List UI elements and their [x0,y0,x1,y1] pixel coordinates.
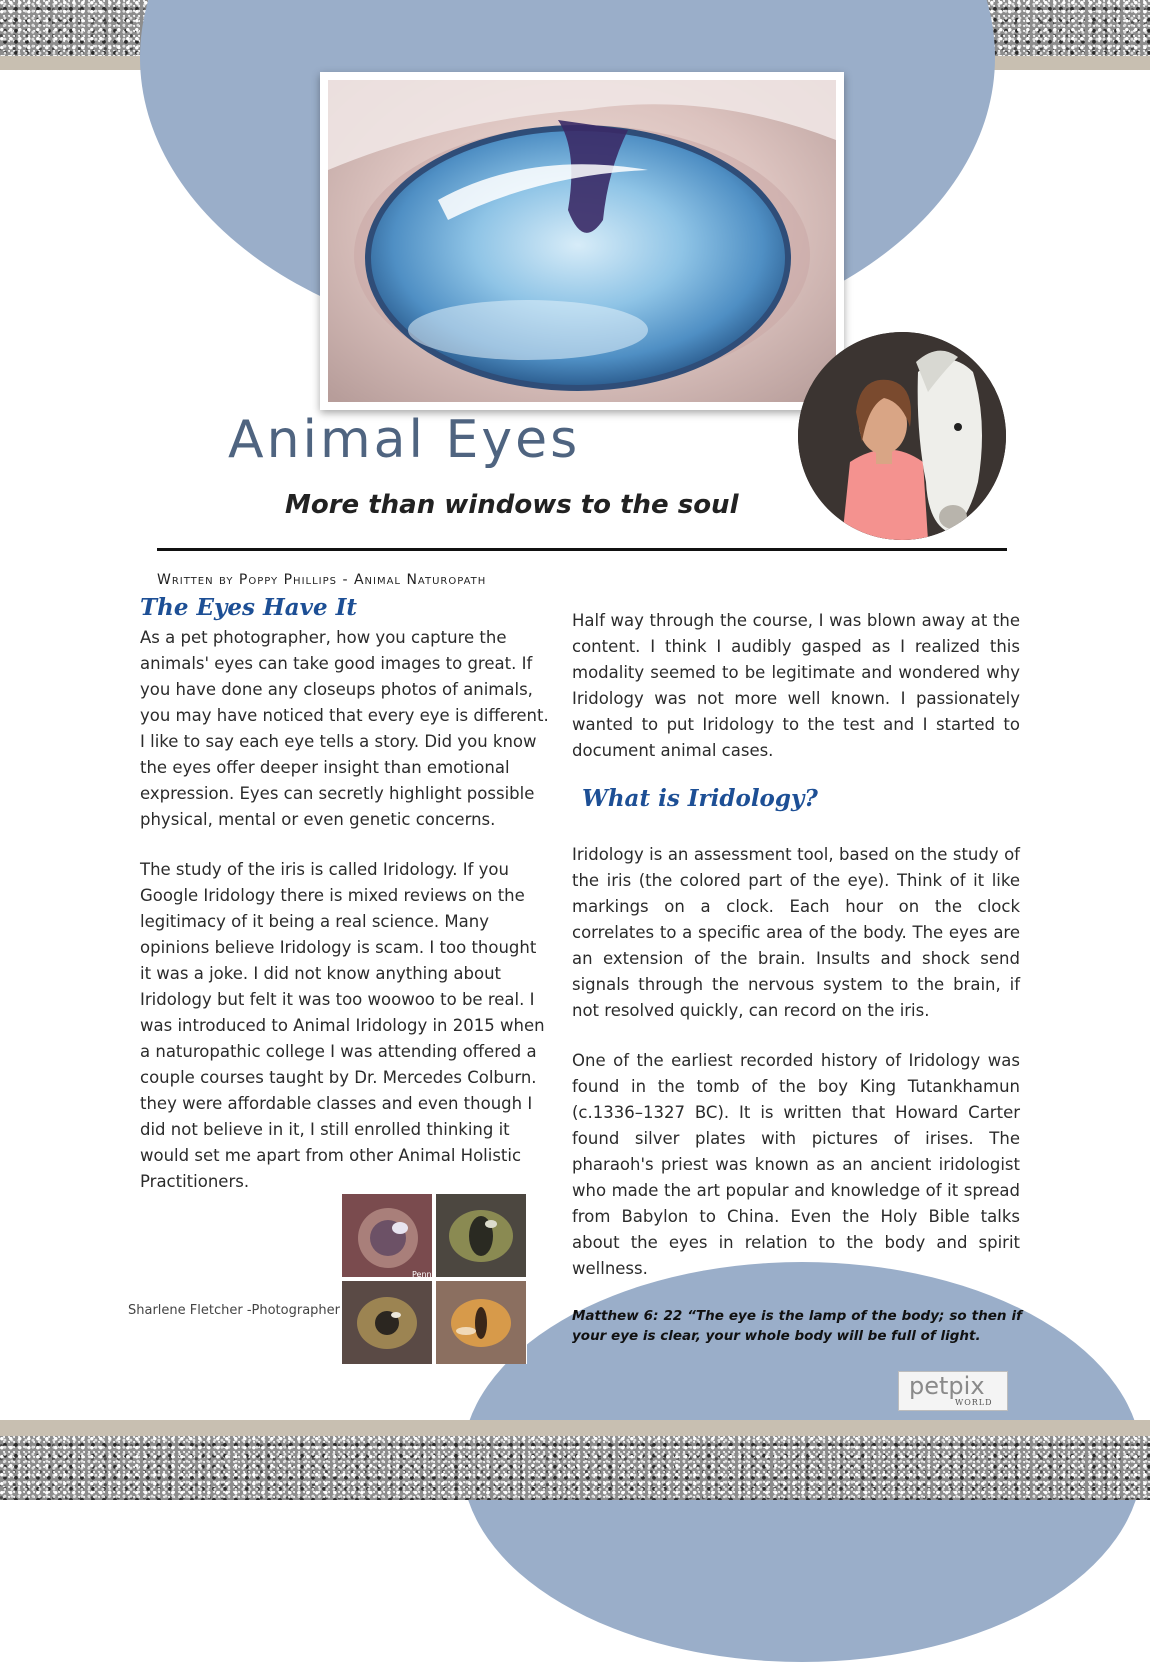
logo-wordmark: petpix [909,1372,985,1400]
title-divider [157,548,1007,551]
author-portrait [798,332,1006,540]
collage-eye-photo [436,1281,526,1364]
body-paragraph: Iridology is an assessment tool, based on the study of the iris (the colored part of the eye). Think of it like markings on a clock. Each hour on the clock correlates to a specific area of the body. The eyes are an extension of the brain. Insults and shock send signals through the nervous system to the brain, if not resolved quickly, can record on the iris. [572,845,1020,1020]
collage-eye-photo [342,1194,432,1277]
logo-subtext: WORLD [955,1398,993,1407]
photo-credit: Sharlene Fletcher -Photographer [128,1303,340,1318]
hero-eye-photo [328,80,836,402]
collage-eye-photo [436,1194,526,1277]
hero-eye-photo-frame [320,72,844,410]
page-title: Animal Eyes [228,410,581,470]
section-heading-eyes-have-it: The Eyes Have It [140,594,357,621]
body-paragraph: Half way through the course, I was blown away at the content. I think I audibly gasped as I realized this modality seemed to be legitimate and wondered why Iridology was not more well known. I passionately wanted to put Iridology to the test and I started to document animal cases. [572,611,1020,760]
page-subtitle: More than windows to the soul [285,490,739,520]
bible-quote: Matthew 6: 22 “The eye is the lamp of the body; so then if your eye is clear, your whole body will be full of light. [572,1308,1022,1344]
collage-eye-photo [342,1281,432,1364]
eye-photo-collage [342,1194,527,1364]
body-paragraph: The study of the iris is called Iridology. If you Google Iridology there is mixed reviews on the legitimacy of it being a real science. Many opinions believe Iridology is scam. I too thought it was a joke. I did not know anything about Iridology but felt it was too woowoo to be real. I was introduced to Animal Iridology in 2015 when a naturopathic college I was attending offered a couple courses taught by Dr. Mercedes Colburn. they were affordable classes and even though I did not believe in it, I still enrolled thinking it would set me apart from other Animal Holistic Practitioners. [140,860,545,1191]
collage-watermark: Penny [412,1270,437,1279]
section-heading-what-is-iridology: What is Iridology? [582,785,818,812]
eye-illustration [328,80,836,402]
body-paragraph: One of the earliest recorded history of Iridology was found in the tomb of the boy King Tutankhamun (c.1336–1327 BC). It is written that Howard Carter found silver plates with pictures of irises. The pharaoh's priest was known as an ancient iridologist who made the art popular and knowledge of it spread from Babylon to China. Even the Holy Bible talks about the eyes in relation to the body and spirit wellness. [572,1051,1020,1278]
portrait-illustration [798,332,1006,540]
tan-band-bottom [0,1420,1150,1436]
glitter-border-bottom [0,1436,1150,1500]
author-byline: Written by Poppy Phillips - Animal Naturopath [157,572,487,588]
petpix-world-logo [898,1371,1008,1411]
body-paragraph: As a pet photographer, how you capture the animals' eyes can take good images to great. If you have done any closeups photos of animals, you may have noticed that every eye is different. I like to say each eye tells a story. Did you know the eyes offer deeper insight than emotional expression. Eyes can secretly highlight possible physical, mental or even genetic concerns. [140,628,549,829]
